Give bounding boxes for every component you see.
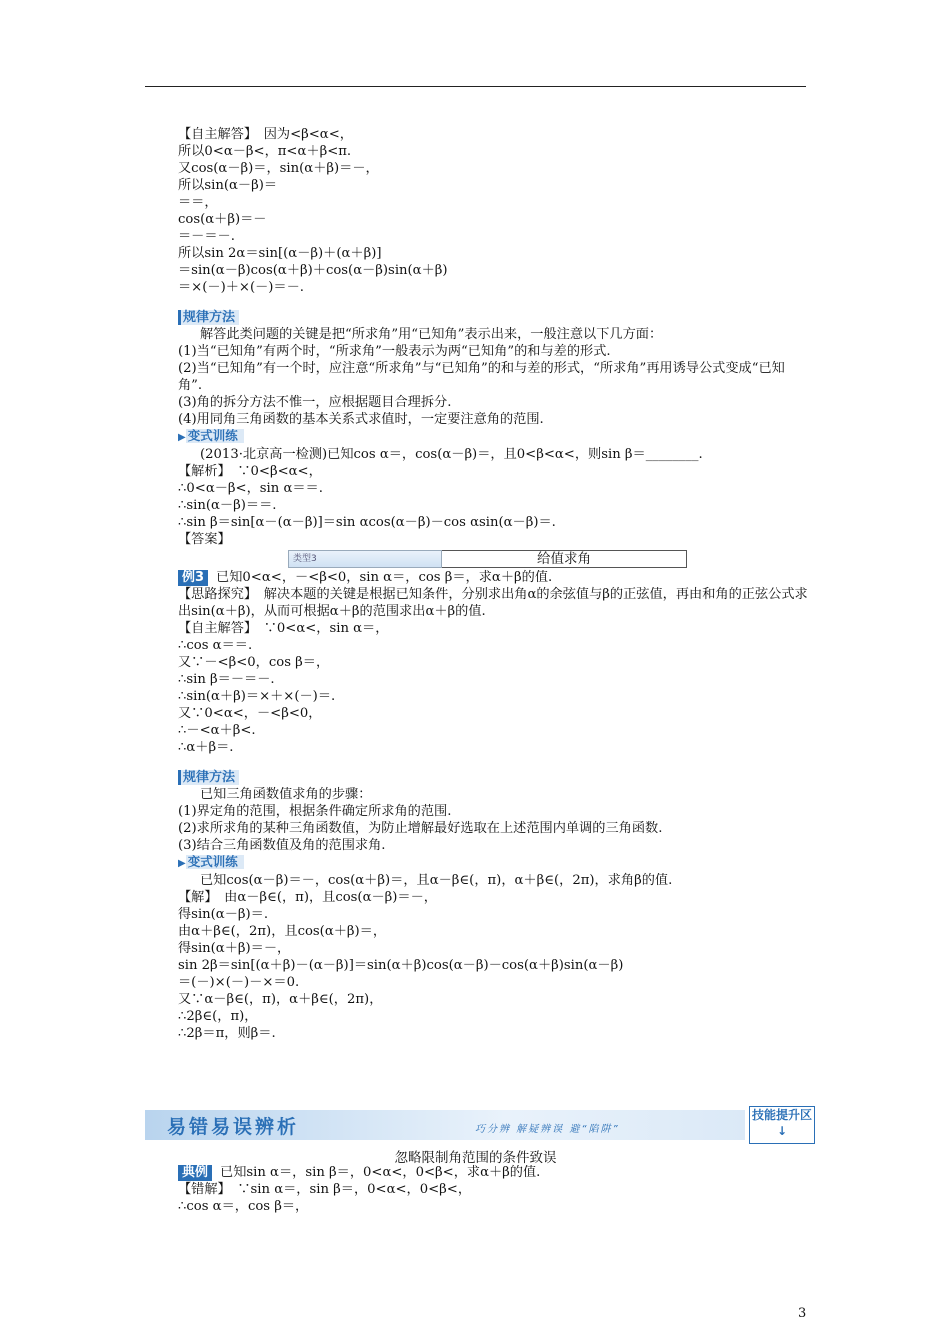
text-line: (3)角的拆分方法不惟一，应根据题目合理拆分. [178,395,452,410]
text-line: sin 2β＝sin[(α＋β)－(α－β)]＝sin(α＋β)cos(α－β)－cos(α＋β)sin(α－β) [178,958,624,973]
banner-title: 易错易误辨析 [167,1116,300,1138]
text-line: ∴cos α＝＝. [178,638,253,653]
text-line: (2)求所求角的某种三角函数值，为防止增解最好选取在上述范围内单调的三角函数. [178,821,663,836]
text-line: ＝＝， [178,195,218,210]
type-title: 给值求角 [442,550,687,568]
text-line: 已知cos(α－β)＝－，cos(α＋β)＝，且α－β∈(，π)，α＋β∈(，2π)，求角β的值. [200,873,673,888]
arrow-down-icon: ↓ [776,1124,788,1138]
text-line: 又cos(α－β)＝，sin(α＋β)＝－， [178,161,379,176]
triangle-icon: ▶ [178,858,186,869]
method-tag: 规律方法 [178,310,239,325]
text-line: 又∵α－β∈(，π)，α＋β∈(，2π)， [178,992,383,1007]
training-tag: 变式训练 [186,429,244,443]
text-line: ∴2β∈(，π)， [178,1009,258,1024]
text-line: 已知sin α＝，sin β＝，0<α<，0<β<，求α＋β的值. [220,1165,541,1180]
text-line: ∴sin β＝sin[α－(α－β)]＝sin αcos(α－β)－cos αsin(α－β)＝. [178,515,556,530]
text-line: 所以sin 2α＝sin[(α－β)＋(α＋β)] [178,246,382,261]
header-rule [145,86,806,87]
text-line: 已知三角函数值求角的步骤： [200,787,372,802]
text-line: cos(α＋β)＝－ [178,212,267,227]
text-line: 由α＋β∈(，2π)，且cos(α＋β)＝， [178,924,387,939]
text-line: (2)当“已知角”有一个时，应注意“所求角”与“已知角”的和与差的形式，“所求角”再用诱导公式变成“已知角”. [178,361,785,393]
text-line: 所以0<α－β<，π<α＋β<π. [178,144,352,159]
text-line: ∴2β＝π，则β＝. [178,1026,276,1041]
main-content [178,126,808,1042]
text-line: 【自主解答】 因为<β<α<， [178,127,353,142]
text-line: 得sin(α＋β)＝－， [178,941,291,956]
text-line: (4)用同角三角函数的基本关系式求值时，一定要注意角的范围. [178,412,544,427]
text-line: (1)界定角的范围，根据条件确定所求角的范围. [178,804,452,819]
text-line: 又∵0<α<，－<β<0， [178,706,322,721]
triangle-icon: ▶ [178,432,186,443]
method-tag: 规律方法 [178,770,239,785]
text-line: 【解】 由α－β∈(，π)，且cos(α－β)＝－， [178,890,437,905]
type-header [288,550,808,568]
text-line: 所以sin(α－β)＝ [178,178,278,193]
text-line: 已知0<α<，－<β<0，sin α＝，cos β＝，求α＋β的值. [216,570,553,585]
text-line: ∴0<α－β<，sin α＝＝. [178,481,323,496]
text-line: 【答案】 [178,532,231,547]
text-line: 得sin(α－β)＝. [178,907,269,922]
text-line: (3)结合三角函数值及角的范围求角. [178,838,386,853]
text-line: 【自主解答】 ∵0<α<，sin α＝， [178,621,389,636]
page-number: 3 [798,1306,807,1321]
text-line: (2013·北京高一检测)已知cos α＝，cos(α－β)＝，且0<β<α<，则sin β＝________. [200,447,703,462]
text-line: 解答此类问题的关键是把“所求角”用“已知角”表示出来，一般注意以下几方面： [200,327,663,342]
typical-example-tag: 典例 [178,1165,212,1181]
banner-subtitle: 巧分辨 解疑辨误 避“陷阱” [475,1124,620,1135]
text-line: 【解析】 ∵0<β<α<， [178,464,322,479]
text-line: ＝×(－)＋×(－)＝－. [178,280,304,295]
text-line: ＝－＝－. [178,229,235,244]
text-line: ＝(－)×(－)－×＝0. [178,975,300,990]
type-label: 类型3 [288,550,442,568]
text-line: 【思路探究】 解决本题的关键是根据已知条件，分别求出角α的余弦值与β的正弦值，再由和角的正弦公式求出sin(α＋β)，从而可根据α＋β的范围求出α＋β的值. [178,587,808,619]
text-line: ∴sin β＝－＝－. [178,672,275,687]
text-line: ∴sin(α－β)＝＝. [178,498,277,513]
text-line: 又∵－<β<0，cos β＝， [178,655,330,670]
error-content [178,1164,808,1215]
skill-upgrade-badge: 技能提升区↓ [749,1106,815,1144]
example-tag: 例3 [178,570,208,586]
text-line: 【错解】 ∵sin α＝，sin β＝，0<α<，0<β<， [178,1182,472,1197]
text-line: ∴cos α＝，cos β＝， [178,1199,309,1214]
training-tag: 变式训练 [186,855,244,869]
text-line: ∴－<α＋β<. [178,723,256,738]
text-line: ＝sin(α－β)cos(α＋β)＋cos(α－β)sin(α＋β) [178,263,448,278]
text-line: (1)当“已知角”有两个时，“所求角”一般表示为两“已知角”的和与差的形式. [178,344,611,359]
error-section-title: 忽略限制角范围的条件致误 [394,1150,557,1166]
text-line: ∴α＋β＝. [178,740,234,755]
text-line: ∴sin(α＋β)＝×＋×(－)＝. [178,689,336,704]
section-banner [145,1102,815,1144]
